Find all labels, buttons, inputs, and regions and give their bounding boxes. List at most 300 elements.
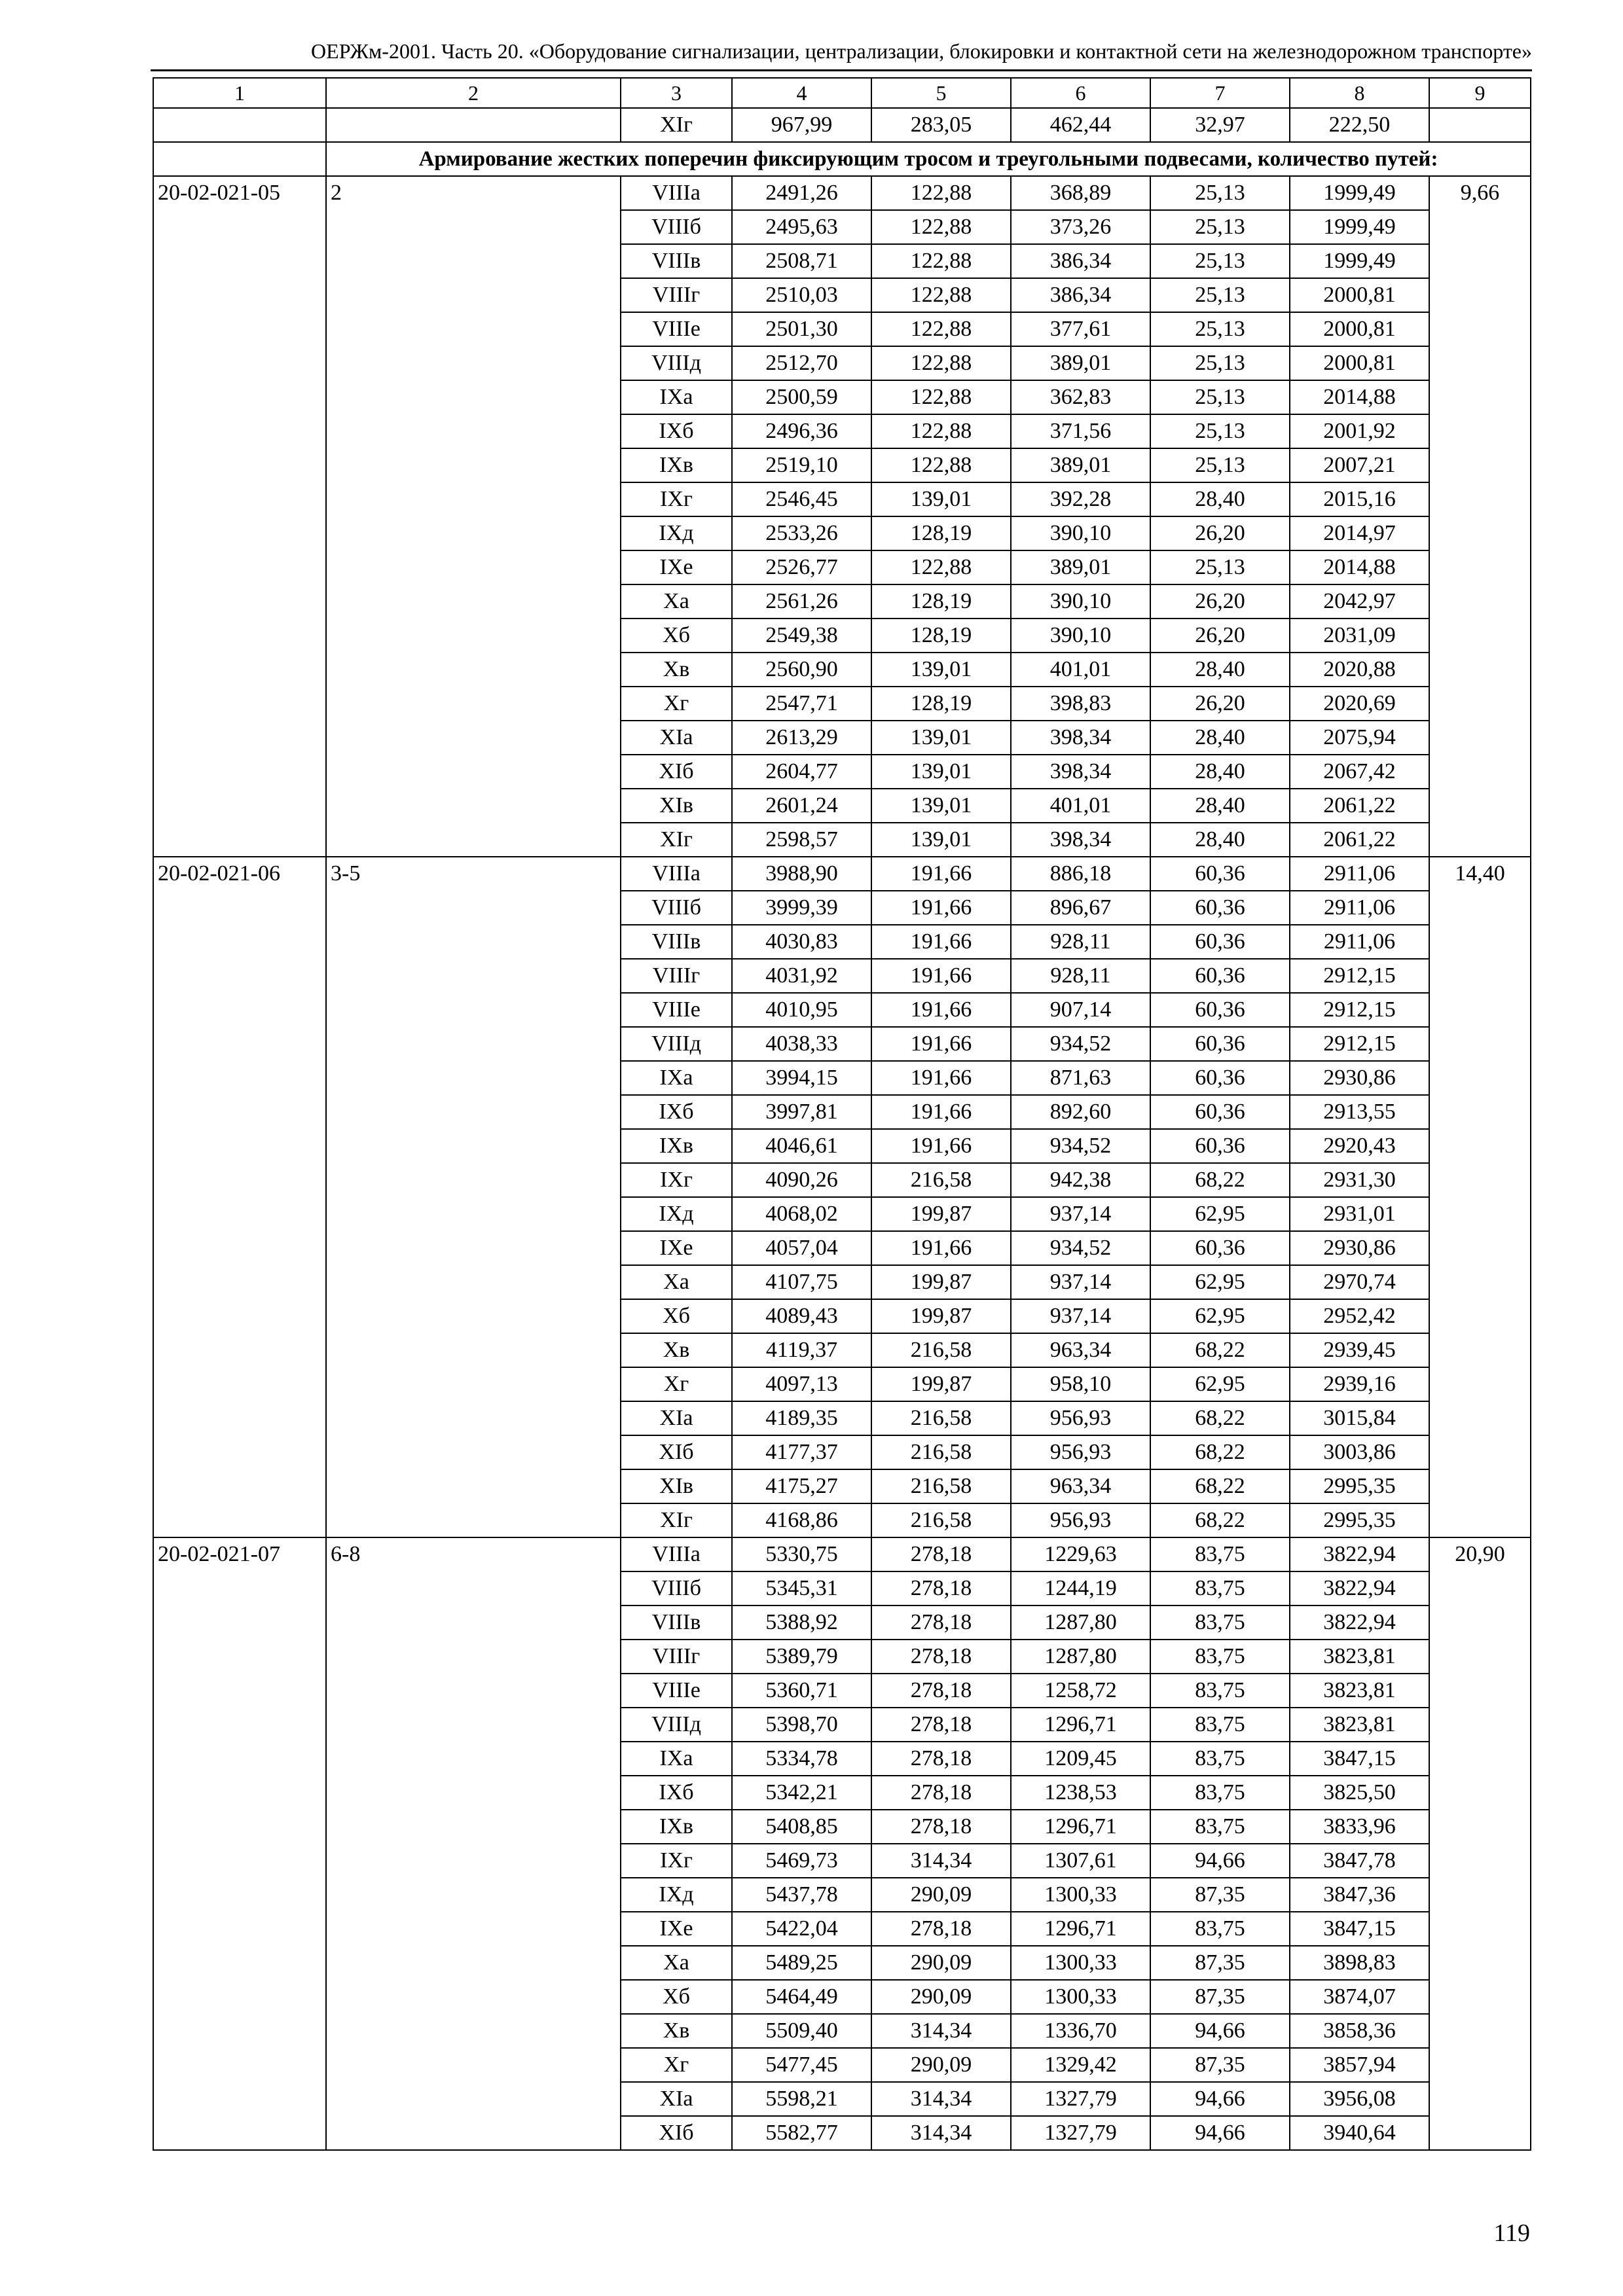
column-number: 3 (621, 78, 732, 108)
value-cell: 942,38 (1011, 1163, 1150, 1197)
value-cell: 1300,33 (1011, 1878, 1150, 1912)
value-cell: 128,19 (871, 584, 1011, 619)
value-cell: 216,58 (871, 1333, 1011, 1367)
value-cell: 4068,02 (732, 1197, 871, 1231)
type-cell: VIIIе (621, 312, 732, 346)
type-cell: IXб (621, 414, 732, 448)
table-body (153, 78, 1531, 2150)
value-cell: 2995,35 (1290, 1469, 1429, 1503)
value-cell: 87,35 (1150, 1980, 1290, 2014)
value-cell: 956,93 (1011, 1503, 1150, 1537)
value-cell: 94,66 (1150, 2082, 1290, 2116)
value-cell: 401,01 (1011, 789, 1150, 823)
type-cell: IXд (621, 1878, 732, 1912)
value-cell: 5342,21 (732, 1776, 871, 1810)
value-cell: 278,18 (871, 1674, 1011, 1708)
value-cell: 191,66 (871, 1027, 1011, 1061)
value-cell: 1287,80 (1011, 1605, 1150, 1640)
value-cell: 377,61 (1011, 312, 1150, 346)
value-cell: 3999,39 (732, 891, 871, 925)
type-cell: IXе (621, 1231, 732, 1265)
value-cell: 122,88 (871, 448, 1011, 482)
type-cell: VIIIа (621, 857, 732, 891)
value-cell: 5389,79 (732, 1640, 871, 1674)
value-cell: 62,95 (1150, 1197, 1290, 1231)
value-cell: 4168,86 (732, 1503, 871, 1537)
type-cell: IXв (621, 448, 732, 482)
value-cell: 2912,15 (1290, 1027, 1429, 1061)
value-cell: 3847,15 (1290, 1742, 1429, 1776)
type-cell: Xб (621, 619, 732, 653)
value-cell: 2067,42 (1290, 755, 1429, 789)
type-cell: VIIIа (621, 176, 732, 210)
value-cell: 3956,08 (1290, 2082, 1429, 2116)
value-cell: 963,34 (1011, 1333, 1150, 1367)
type-cell: IXг (621, 1844, 732, 1878)
value-cell: 390,10 (1011, 584, 1150, 619)
value-cell: 462,44 (1011, 108, 1150, 142)
value-cell: 362,83 (1011, 380, 1150, 414)
value-cell: 25,13 (1150, 210, 1290, 244)
value-cell: 398,34 (1011, 823, 1150, 857)
extra-cell: 9,66 (1429, 176, 1531, 857)
value-cell: 216,58 (871, 1469, 1011, 1503)
type-cell: Xа (621, 1946, 732, 1980)
value-cell: 278,18 (871, 1912, 1011, 1946)
section-spacer (153, 142, 326, 176)
value-cell: 3988,90 (732, 857, 871, 891)
code-cell: 20-02-021-07 (153, 1537, 326, 2150)
value-cell: 398,34 (1011, 721, 1150, 755)
value-cell: 278,18 (871, 1708, 1011, 1742)
value-cell: 199,87 (871, 1265, 1011, 1299)
value-cell: 2000,81 (1290, 346, 1429, 380)
value-cell: 4046,61 (732, 1129, 871, 1163)
value-cell: 62,95 (1150, 1265, 1290, 1299)
type-cell: IXб (621, 1095, 732, 1129)
type-cell: VIIIе (621, 1674, 732, 1708)
type-cell: XIб (621, 2116, 732, 2150)
value-cell: 83,75 (1150, 1640, 1290, 1674)
page-header: ОЕРЖм-2001. Часть 20. «Оборудование сигнализации, централизации, блокировки и контактной сети на железнодорожном транспорте» (151, 38, 1532, 71)
type-cell: VIIIб (621, 1571, 732, 1605)
value-cell: 2952,42 (1290, 1299, 1429, 1333)
value-cell: 191,66 (871, 857, 1011, 891)
value-cell: 2533,26 (732, 516, 871, 550)
value-cell: 60,36 (1150, 857, 1290, 891)
value-cell: 4031,92 (732, 959, 871, 993)
type-cell: IXд (621, 1197, 732, 1231)
value-cell: 3847,15 (1290, 1912, 1429, 1946)
column-number: 7 (1150, 78, 1290, 108)
value-cell: 28,40 (1150, 482, 1290, 516)
value-cell: 199,87 (871, 1197, 1011, 1231)
value-cell: 4177,37 (732, 1435, 871, 1469)
value-cell: 2508,71 (732, 244, 871, 278)
value-cell: 139,01 (871, 789, 1011, 823)
type-cell: Xв (621, 653, 732, 687)
type-cell: Xа (621, 584, 732, 619)
value-cell: 386,34 (1011, 278, 1150, 312)
code-cell: 20-02-021-05 (153, 176, 326, 857)
value-cell: 25,13 (1150, 414, 1290, 448)
value-cell: 191,66 (871, 925, 1011, 959)
value-cell: 83,75 (1150, 1810, 1290, 1844)
value-cell: 3825,50 (1290, 1776, 1429, 1810)
value-cell: 68,22 (1150, 1503, 1290, 1537)
value-cell: 122,88 (871, 278, 1011, 312)
value-cell: 139,01 (871, 755, 1011, 789)
value-cell: 2000,81 (1290, 278, 1429, 312)
value-cell: 87,35 (1150, 1946, 1290, 1980)
value-cell: 967,99 (732, 108, 871, 142)
value-cell: 278,18 (871, 1810, 1011, 1844)
value-cell: 2912,15 (1290, 959, 1429, 993)
value-cell: 4057,04 (732, 1231, 871, 1265)
code-cell: 20-02-021-06 (153, 857, 326, 1537)
value-cell: 934,52 (1011, 1231, 1150, 1265)
section-title: Армирование жестких поперечин фиксирующим тросом и треугольными подвесами, количество путей: (326, 142, 1531, 176)
value-cell: 2931,01 (1290, 1197, 1429, 1231)
type-cell: VIIIг (621, 278, 732, 312)
value-cell: 2939,45 (1290, 1333, 1429, 1367)
value-cell: 278,18 (871, 1776, 1011, 1810)
value-cell: 191,66 (871, 993, 1011, 1027)
value-cell: 28,40 (1150, 653, 1290, 687)
value-cell: 1296,71 (1011, 1708, 1150, 1742)
type-cell: VIIIа (621, 1537, 732, 1571)
type-cell: IXа (621, 1061, 732, 1095)
type-cell: IXе (621, 1912, 732, 1946)
value-cell: 3015,84 (1290, 1401, 1429, 1435)
value-cell: 390,10 (1011, 619, 1150, 653)
value-cell: 216,58 (871, 1435, 1011, 1469)
value-cell: 28,40 (1150, 755, 1290, 789)
value-cell: 1327,79 (1011, 2082, 1150, 2116)
value-cell: 3823,81 (1290, 1708, 1429, 1742)
value-cell: 2014,88 (1290, 550, 1429, 584)
value-cell: 2519,10 (732, 448, 871, 482)
column-number: 9 (1429, 78, 1531, 108)
value-cell: 5422,04 (732, 1912, 871, 1946)
value-cell: 3847,36 (1290, 1878, 1429, 1912)
value-cell: 3823,81 (1290, 1640, 1429, 1674)
column-number: 1 (153, 78, 326, 108)
value-cell: 191,66 (871, 1231, 1011, 1265)
extra-cell: 20,90 (1429, 1537, 1531, 2150)
value-cell: 216,58 (871, 1163, 1011, 1197)
table-row (153, 857, 1531, 891)
value-cell: 1999,49 (1290, 176, 1429, 210)
value-cell: 122,88 (871, 380, 1011, 414)
value-cell: 83,75 (1150, 1605, 1290, 1640)
type-cell: XIв (621, 789, 732, 823)
value-cell: 1300,33 (1011, 1980, 1150, 2014)
value-cell: 2014,97 (1290, 516, 1429, 550)
value-cell: 83,75 (1150, 1537, 1290, 1571)
value-cell: 94,66 (1150, 2014, 1290, 2048)
type-cell: IXв (621, 1129, 732, 1163)
value-cell: 68,22 (1150, 1163, 1290, 1197)
value-cell: 83,75 (1150, 1776, 1290, 1810)
value-cell: 2501,30 (732, 312, 871, 346)
value-cell: 26,20 (1150, 584, 1290, 619)
value-cell: 60,36 (1150, 1027, 1290, 1061)
value-cell: 398,34 (1011, 755, 1150, 789)
value-cell: 2970,74 (1290, 1265, 1429, 1299)
value-cell: 60,36 (1150, 959, 1290, 993)
type-cell: VIIIд (621, 1027, 732, 1061)
value-cell: 2075,94 (1290, 721, 1429, 755)
value-cell: 5388,92 (732, 1605, 871, 1640)
value-cell: 937,14 (1011, 1265, 1150, 1299)
value-cell: 5408,85 (732, 1810, 871, 1844)
value-cell: 886,18 (1011, 857, 1150, 891)
value-cell: 2495,63 (732, 210, 871, 244)
value-cell: 278,18 (871, 1742, 1011, 1776)
value-cell: 3997,81 (732, 1095, 871, 1129)
value-cell: 278,18 (871, 1537, 1011, 1571)
value-cell: 68,22 (1150, 1469, 1290, 1503)
value-cell: 5469,73 (732, 1844, 871, 1878)
column-number: 4 (732, 78, 871, 108)
type-cell: XIв (621, 1469, 732, 1503)
type-cell: XIб (621, 1435, 732, 1469)
value-cell: 122,88 (871, 346, 1011, 380)
value-cell: 2526,77 (732, 550, 871, 584)
value-cell: 139,01 (871, 482, 1011, 516)
tracks-cell: 6-8 (326, 1537, 621, 2150)
value-cell: 3822,94 (1290, 1605, 1429, 1640)
value-cell: 3857,94 (1290, 2048, 1429, 2082)
value-cell: 871,63 (1011, 1061, 1150, 1095)
value-cell: 283,05 (871, 108, 1011, 142)
value-cell: 2061,22 (1290, 789, 1429, 823)
value-cell: 32,97 (1150, 108, 1290, 142)
value-cell: 368,89 (1011, 176, 1150, 210)
type-cell: XIа (621, 2082, 732, 2116)
value-cell: 25,13 (1150, 312, 1290, 346)
value-cell: 83,75 (1150, 1674, 1290, 1708)
value-cell: 2020,69 (1290, 687, 1429, 721)
value-cell: 1296,71 (1011, 1912, 1150, 1946)
value-cell: 1229,63 (1011, 1537, 1150, 1571)
value-cell: 2496,36 (732, 414, 871, 448)
value-cell: 963,34 (1011, 1469, 1150, 1503)
value-cell: 26,20 (1150, 687, 1290, 721)
value-cell: 191,66 (871, 1095, 1011, 1129)
value-cell: 2931,30 (1290, 1163, 1429, 1197)
value-cell: 28,40 (1150, 789, 1290, 823)
value-cell: 5360,71 (732, 1674, 871, 1708)
tracks-cell: 2 (326, 176, 621, 857)
value-cell: 5489,25 (732, 1946, 871, 1980)
table-row (153, 176, 1531, 210)
value-cell: 2930,86 (1290, 1231, 1429, 1265)
value-cell: 958,10 (1011, 1367, 1150, 1401)
value-cell: 60,36 (1150, 1231, 1290, 1265)
value-cell: 62,95 (1150, 1299, 1290, 1333)
value-cell: 122,88 (871, 414, 1011, 448)
value-cell: 389,01 (1011, 550, 1150, 584)
type-cell: IXг (621, 482, 732, 516)
value-cell: 60,36 (1150, 1129, 1290, 1163)
value-cell: 386,34 (1011, 244, 1150, 278)
value-cell: 4090,26 (732, 1163, 871, 1197)
value-cell: 892,60 (1011, 1095, 1150, 1129)
column-number: 2 (326, 78, 621, 108)
value-cell: 2007,21 (1290, 448, 1429, 482)
value-cell: 4107,75 (732, 1265, 871, 1299)
type-cell: IXе (621, 550, 732, 584)
value-cell: 937,14 (1011, 1299, 1150, 1333)
value-cell: 2598,57 (732, 823, 871, 857)
type-cell: XIг (621, 823, 732, 857)
value-cell: 62,95 (1150, 1367, 1290, 1401)
type-cell: XIа (621, 1401, 732, 1435)
value-cell: 122,88 (871, 244, 1011, 278)
value-cell: 278,18 (871, 1605, 1011, 1640)
value-cell: 2912,15 (1290, 993, 1429, 1027)
value-cell: 2604,77 (732, 755, 871, 789)
value-cell: 1238,53 (1011, 1776, 1150, 1810)
value-cell: 278,18 (871, 1571, 1011, 1605)
type-cell: XIб (621, 755, 732, 789)
type-cell: IXа (621, 1742, 732, 1776)
value-cell: 5477,45 (732, 2048, 871, 2082)
value-cell: 5398,70 (732, 1708, 871, 1742)
value-cell: 290,09 (871, 1878, 1011, 1912)
value-cell: 4030,83 (732, 925, 871, 959)
value-cell: 2061,22 (1290, 823, 1429, 857)
value-cell: 2911,06 (1290, 925, 1429, 959)
value-cell: 907,14 (1011, 993, 1150, 1027)
value-cell: 290,09 (871, 2048, 1011, 2082)
type-cell: VIIIе (621, 993, 732, 1027)
type-cell: IXд (621, 516, 732, 550)
value-cell: 401,01 (1011, 653, 1150, 687)
value-cell: 68,22 (1150, 1401, 1290, 1435)
value-cell: 2015,16 (1290, 482, 1429, 516)
value-cell: 956,93 (1011, 1401, 1150, 1435)
type-cell: XIг (621, 108, 732, 142)
value-cell: 4175,27 (732, 1469, 871, 1503)
value-cell: 1999,49 (1290, 210, 1429, 244)
column-number: 6 (1011, 78, 1150, 108)
section-row (153, 142, 1531, 176)
rates-table (153, 77, 1531, 2151)
value-cell: 68,22 (1150, 1333, 1290, 1367)
type-cell: IXв (621, 1810, 732, 1844)
value-cell: 4089,43 (732, 1299, 871, 1333)
value-cell: 3833,96 (1290, 1810, 1429, 1844)
value-cell: 1307,61 (1011, 1844, 1150, 1878)
value-cell: 2561,26 (732, 584, 871, 619)
column-number-row (153, 78, 1531, 108)
value-cell: 2020,88 (1290, 653, 1429, 687)
value-cell: 1336,70 (1011, 2014, 1150, 2048)
value-cell: 1244,19 (1011, 1571, 1150, 1605)
value-cell: 60,36 (1150, 1095, 1290, 1129)
value-cell: 60,36 (1150, 993, 1290, 1027)
value-cell: 222,50 (1290, 108, 1429, 142)
value-cell: 5509,40 (732, 2014, 871, 2048)
value-cell: 25,13 (1150, 448, 1290, 482)
value-cell: 956,93 (1011, 1435, 1150, 1469)
type-cell: XIа (621, 721, 732, 755)
value-cell: 392,28 (1011, 482, 1150, 516)
value-cell: 139,01 (871, 653, 1011, 687)
type-cell: Xб (621, 1980, 732, 2014)
value-cell: 60,36 (1150, 925, 1290, 959)
value-cell: 2549,38 (732, 619, 871, 653)
extra-cell (1429, 108, 1531, 142)
value-cell: 83,75 (1150, 1708, 1290, 1742)
value-cell: 389,01 (1011, 346, 1150, 380)
value-cell: 83,75 (1150, 1912, 1290, 1946)
value-cell: 3823,81 (1290, 1674, 1429, 1708)
value-cell: 3847,78 (1290, 1844, 1429, 1878)
table-row (153, 108, 1531, 142)
value-cell: 314,34 (871, 1844, 1011, 1878)
value-cell: 371,56 (1011, 414, 1150, 448)
tracks-cell: 3-5 (326, 857, 621, 1537)
value-cell: 2042,97 (1290, 584, 1429, 619)
value-cell: 60,36 (1150, 1061, 1290, 1095)
value-cell: 1209,45 (1011, 1742, 1150, 1776)
type-cell: VIIIб (621, 210, 732, 244)
value-cell: 191,66 (871, 1129, 1011, 1163)
value-cell: 128,19 (871, 516, 1011, 550)
value-cell: 94,66 (1150, 1844, 1290, 1878)
value-cell: 2911,06 (1290, 891, 1429, 925)
code-cell (153, 108, 326, 142)
type-cell: Xв (621, 1333, 732, 1367)
value-cell: 191,66 (871, 959, 1011, 993)
value-cell: 25,13 (1150, 176, 1290, 210)
value-cell: 5464,49 (732, 1980, 871, 2014)
value-cell: 1258,72 (1011, 1674, 1150, 1708)
value-cell: 2512,70 (732, 346, 871, 380)
value-cell: 5334,78 (732, 1742, 871, 1776)
value-cell: 1296,71 (1011, 1810, 1150, 1844)
value-cell: 390,10 (1011, 516, 1150, 550)
value-cell: 122,88 (871, 176, 1011, 210)
value-cell: 25,13 (1150, 244, 1290, 278)
value-cell: 314,34 (871, 2116, 1011, 2150)
value-cell: 60,36 (1150, 891, 1290, 925)
value-cell: 290,09 (871, 1946, 1011, 1980)
value-cell: 2560,90 (732, 653, 871, 687)
type-cell: Xг (621, 687, 732, 721)
value-cell: 314,34 (871, 2014, 1011, 2048)
value-cell: 191,66 (871, 1061, 1011, 1095)
value-cell: 3822,94 (1290, 1571, 1429, 1605)
value-cell: 2939,16 (1290, 1367, 1429, 1401)
value-cell: 122,88 (871, 210, 1011, 244)
value-cell: 4097,13 (732, 1367, 871, 1401)
value-cell: 2913,55 (1290, 1095, 1429, 1129)
value-cell: 2547,71 (732, 687, 871, 721)
value-cell: 3822,94 (1290, 1537, 1429, 1571)
value-cell: 2001,92 (1290, 414, 1429, 448)
value-cell: 2613,29 (732, 721, 871, 755)
value-cell: 26,20 (1150, 516, 1290, 550)
value-cell: 1999,49 (1290, 244, 1429, 278)
type-cell: IXб (621, 1776, 732, 1810)
value-cell: 3994,15 (732, 1061, 871, 1095)
value-cell: 2546,45 (732, 482, 871, 516)
